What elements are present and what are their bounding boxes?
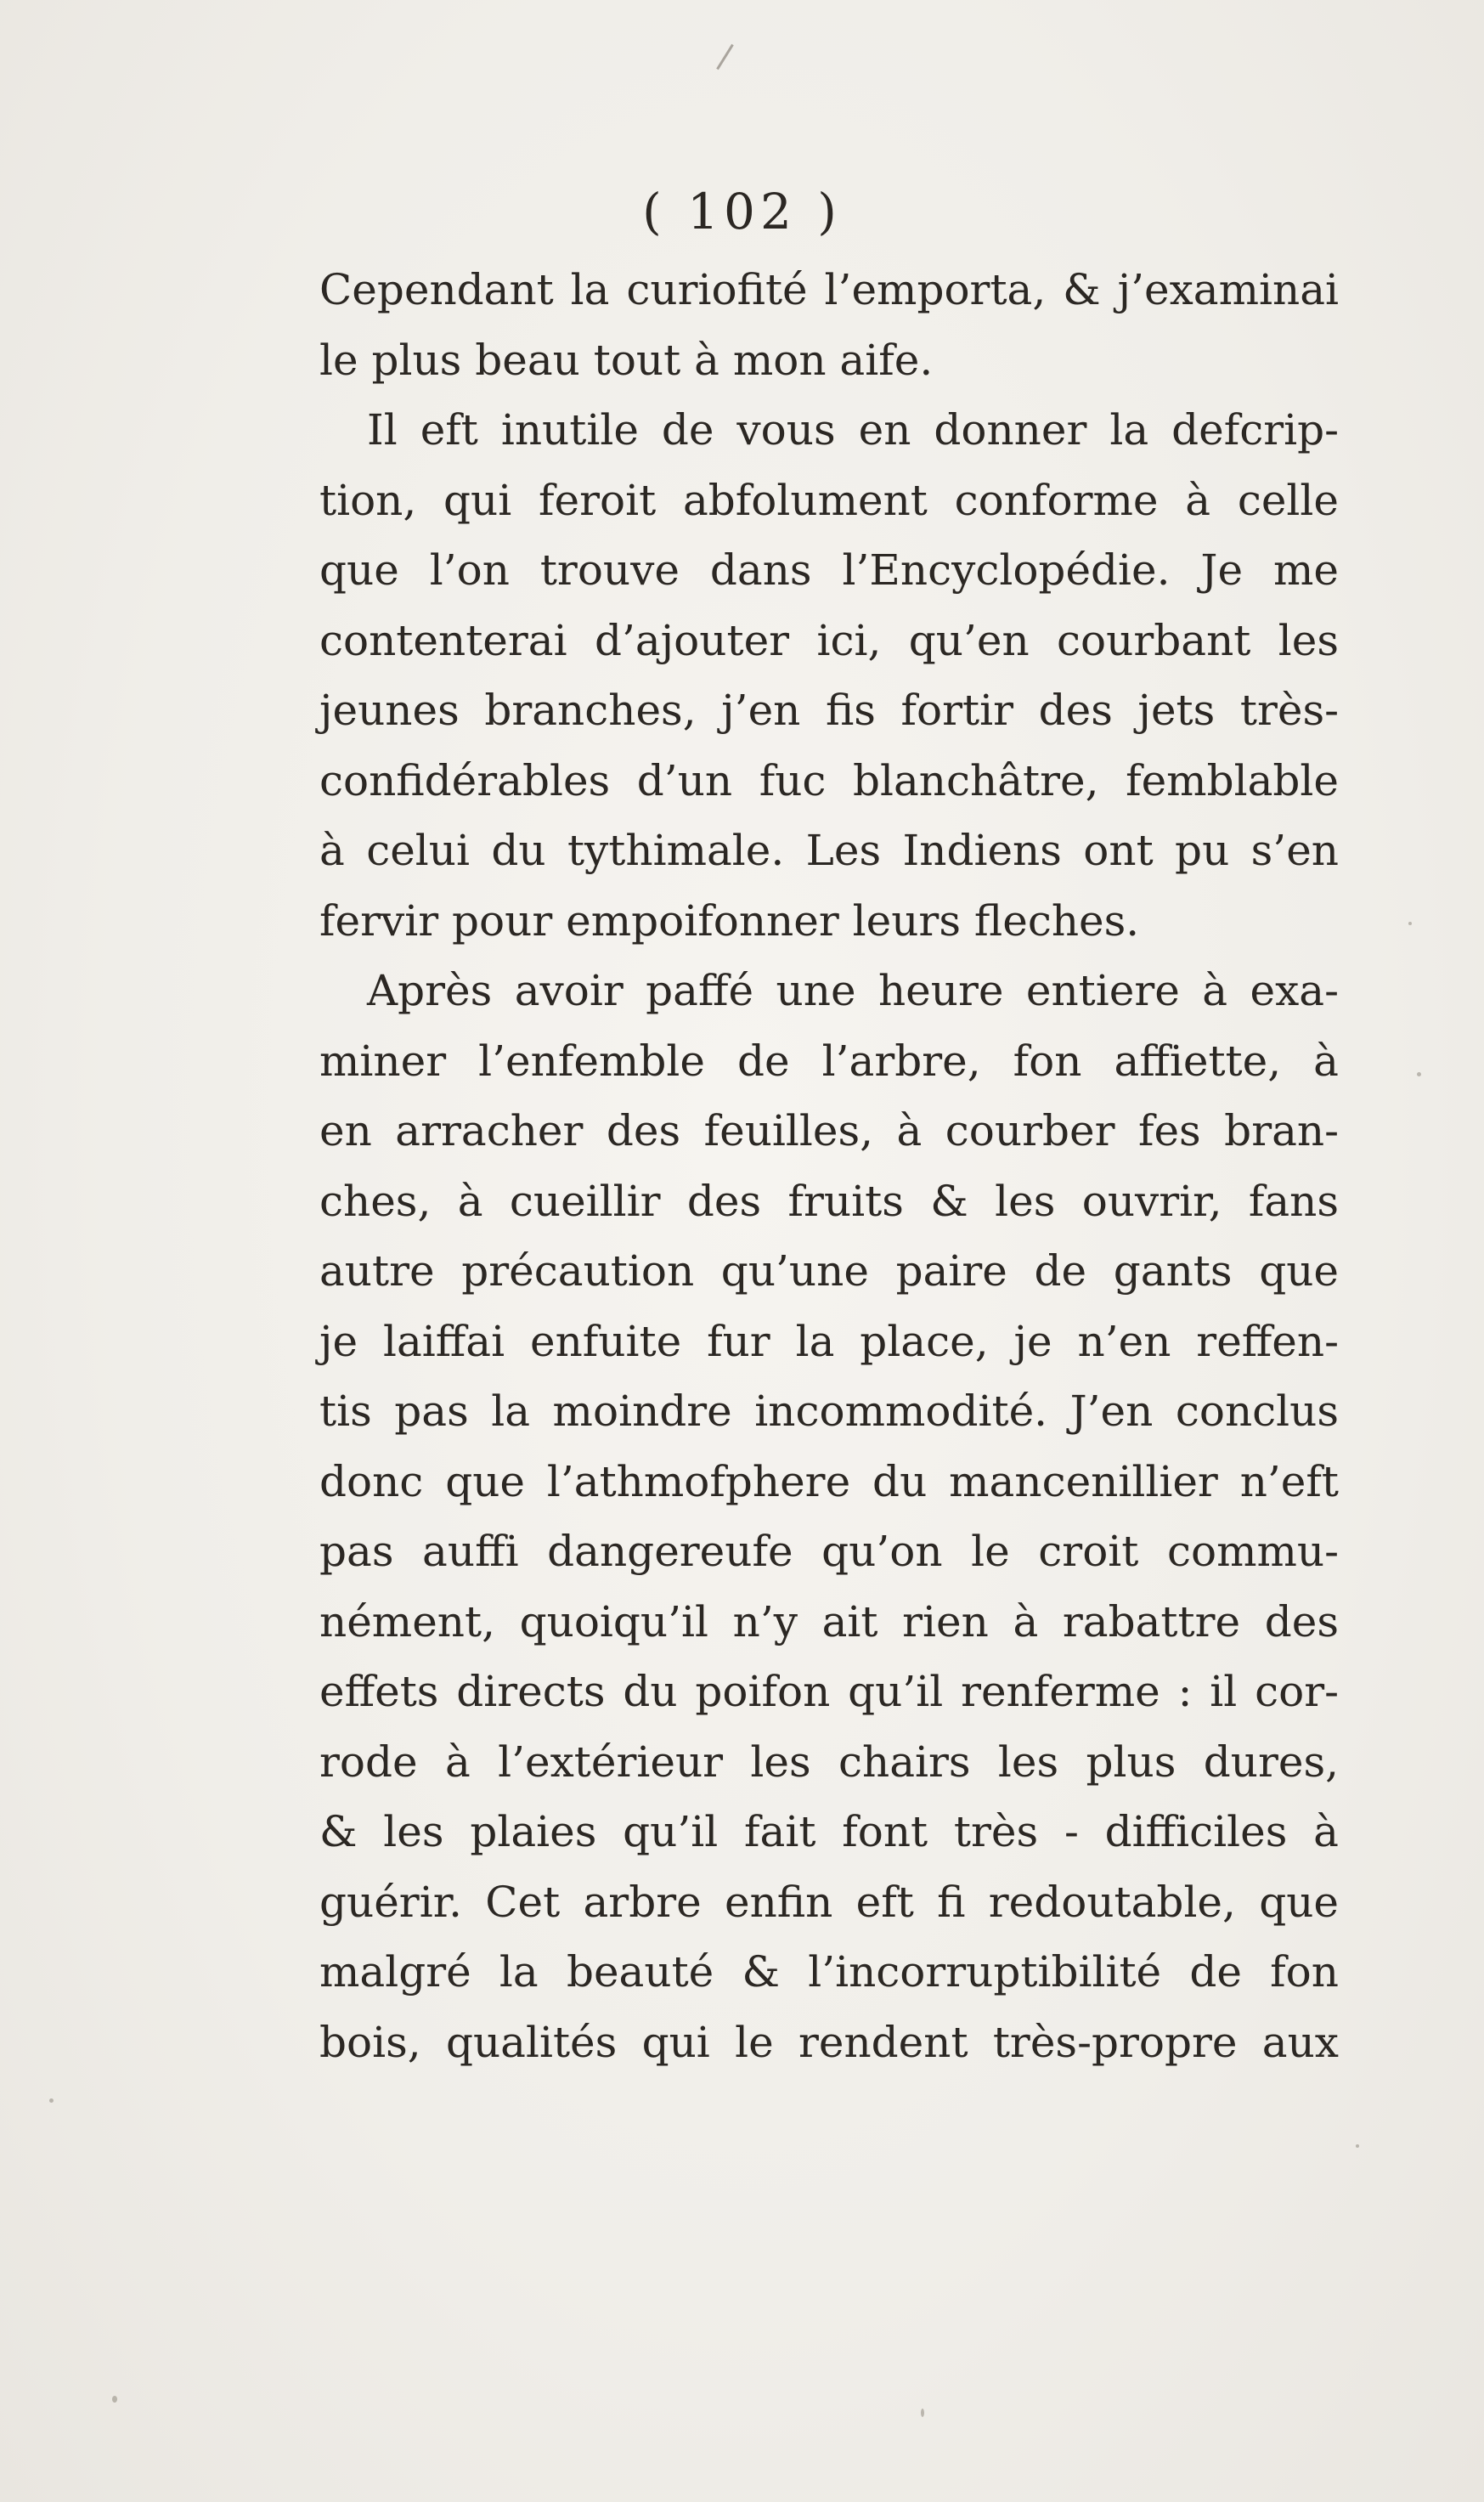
text-line: pas auffi dangereufe qu’on le croit commu- <box>319 1527 1339 1576</box>
text-line: miner l’enfemble de l’arbre, fon affiette, à <box>319 1036 1339 1086</box>
text-line: nément, quoiqu’il n’y ait rien à rabattre des <box>319 1596 1339 1646</box>
text-line: contenterai d’ajouter ici, qu’en courbant les <box>319 615 1339 665</box>
text-line: autre précaution qu’une paire de gants que <box>319 1246 1339 1296</box>
paper-speck <box>1408 922 1412 925</box>
text-line: tis pas la moindre incommodité. J’en conclus <box>319 1387 1339 1436</box>
text-line: que l’on trouve dans l’Encyclopédie. Je me <box>319 545 1339 595</box>
text-line: malgré la beauté & l’incorruptibilité de fon <box>319 1947 1339 1997</box>
text-line: tion, qui feroit abfolument conforme à celle <box>319 475 1339 525</box>
text-line: Cependant la curiofité l’emporta, & j’examinai <box>319 265 1339 314</box>
text-line: Il eft inutile de vous en donner la defcrip- <box>367 405 1339 455</box>
text-line: bois, qualités qui le rendent très-propre aux <box>319 2017 1339 2067</box>
text-line: effets directs du poifon qu’il renferme : il cor- <box>319 1667 1339 1716</box>
text-line: je laiffai enfuite fur la place, je n’en reffen- <box>319 1316 1339 1366</box>
text-line: le plus beau tout à mon aife. <box>319 335 934 385</box>
text-line: à celui du tythimale. Les Indiens ont pu s’en <box>319 826 1339 875</box>
page-number-header: ( 102 ) <box>642 183 842 240</box>
text-line: fervir pour empoifonner leurs fleches. <box>319 895 1140 946</box>
text-line: Après avoir paffé une heure entiere à exa- <box>367 966 1339 1015</box>
paper-speck <box>1417 1072 1421 1076</box>
text-line: en arracher des feuilles, à courber fes bran- <box>319 1106 1339 1155</box>
text-line: ches, à cueillir des fruits & les ouvrir, fans <box>319 1176 1339 1226</box>
text-line: guérir. Cet arbre enfin eft fi redoutable, que <box>319 1877 1339 1927</box>
stray-mark <box>716 44 734 70</box>
text-line: rode à l’extérieur les chairs les plus dures, <box>319 1737 1339 1787</box>
text-line: jeunes branches, j’en fis fortir des jets très- <box>319 686 1339 735</box>
paper-speck <box>921 2409 924 2417</box>
text-line: confidérables d’un fuc blanchâtre, femblable <box>319 755 1339 805</box>
paper-speck <box>112 2396 117 2403</box>
paper-speck <box>1356 2144 1359 2148</box>
body-text <box>319 255 1339 2077</box>
paper-speck <box>49 2098 54 2103</box>
text-line: donc que l’athmofphere du mancenillier n’eft <box>319 1456 1339 1506</box>
text-line: & les plaies qu’il fait font très - difficiles à <box>319 1807 1339 1856</box>
